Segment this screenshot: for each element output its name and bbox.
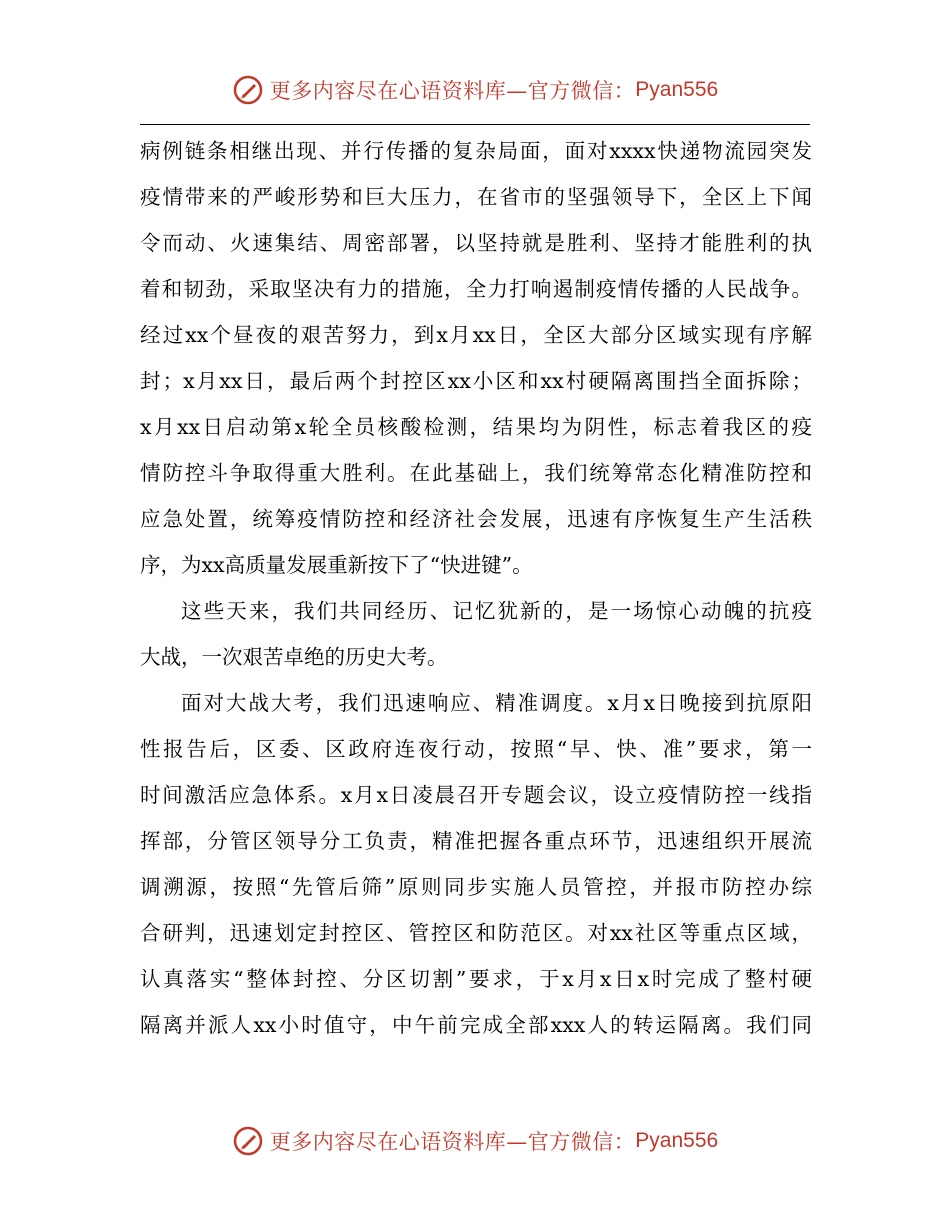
text-line: 调溯源，按照“先管后筛”原则同步实施人员管控，并报市防控办综 bbox=[140, 875, 812, 899]
footer-banner-text: 更多内容尽在心语资料库—官方微信： bbox=[269, 1130, 636, 1154]
text-line: x月xx日启动第x轮全员核酸检测，结果均为阴性，标志着我区的疫 bbox=[140, 415, 812, 439]
header-banner bbox=[0, 70, 950, 110]
footer-banner-inner bbox=[232, 1125, 718, 1157]
document-body bbox=[140, 128, 812, 1048]
brand-logo-icon bbox=[232, 1125, 264, 1157]
text-line: 时间激活应急体系。x月x日凌晨召开专题会议，设立疫情防控一线指 bbox=[140, 783, 812, 807]
header-banner-text: 更多内容尽在心语资料库—官方微信： bbox=[269, 79, 636, 103]
footer-wechat-id: Pyan556 bbox=[635, 1129, 719, 1152]
text-line: 大战，一次艰苦卓绝的历史大考。 bbox=[140, 645, 448, 669]
header-banner-inner bbox=[232, 74, 718, 106]
text-line: 合研判，迅速划定封控区、管控区和防范区。对xx社区等重点区域， bbox=[140, 921, 812, 945]
brand-logo-icon bbox=[232, 74, 264, 106]
text-line: 疫情带来的严峻形势和巨大压力，在省市的坚强领导下，全区上下闻 bbox=[140, 185, 812, 209]
text-line: 这些天来，我们共同经历、记忆犹新的，是一场惊心动魄的抗疫 bbox=[181, 599, 812, 623]
text-line: 病例链条相继出现、并行传播的复杂局面，面对xxxx快递物流园突发 bbox=[140, 139, 812, 163]
text-line: 令而动、火速集结、周密部署，以坚持就是胜利、坚持才能胜利的执 bbox=[140, 231, 812, 255]
text-line: 面对大战大考，我们迅速响应、精准调度。x月x日晚接到抗原阳 bbox=[181, 691, 812, 715]
footer-banner bbox=[0, 1121, 950, 1161]
text-line: 着和韧劲，采取坚决有力的措施，全力打响遏制疫情传播的人民战争。 bbox=[140, 277, 812, 301]
header-rule bbox=[140, 124, 810, 125]
text-line: 经过xx个昼夜的艰苦努力，到x月xx日，全区大部分区域实现有序解 bbox=[140, 323, 812, 347]
text-line: 情防控斗争取得重大胜利。在此基础上，我们统筹常态化精准防控和 bbox=[140, 461, 812, 485]
text-line: 封；x月xx日，最后两个封控区xx小区和xx村硬隔离围挡全面拆除； bbox=[140, 369, 812, 393]
header-wechat-id: Pyan556 bbox=[635, 78, 719, 101]
text-line: 序，为xx高质量发展重新按下了“快进键”。 bbox=[140, 553, 533, 577]
text-line: 隔离并派人xx小时值守，中午前完成全部xxx人的转运隔离。我们同 bbox=[140, 1013, 812, 1037]
text-line: 应急处置，统筹疫情防控和经济社会发展，迅速有序恢复生产生活秩 bbox=[140, 507, 812, 531]
text-line: 挥部，分管区领导分工负责，精准把握各重点环节，迅速组织开展流 bbox=[140, 829, 812, 853]
text-line: 性报告后，区委、区政府连夜行动，按照“早、快、准”要求，第一 bbox=[140, 737, 812, 761]
text-line: 认真落实“整体封控、分区切割”要求，于x月x日x时完成了整村硬 bbox=[140, 967, 812, 991]
